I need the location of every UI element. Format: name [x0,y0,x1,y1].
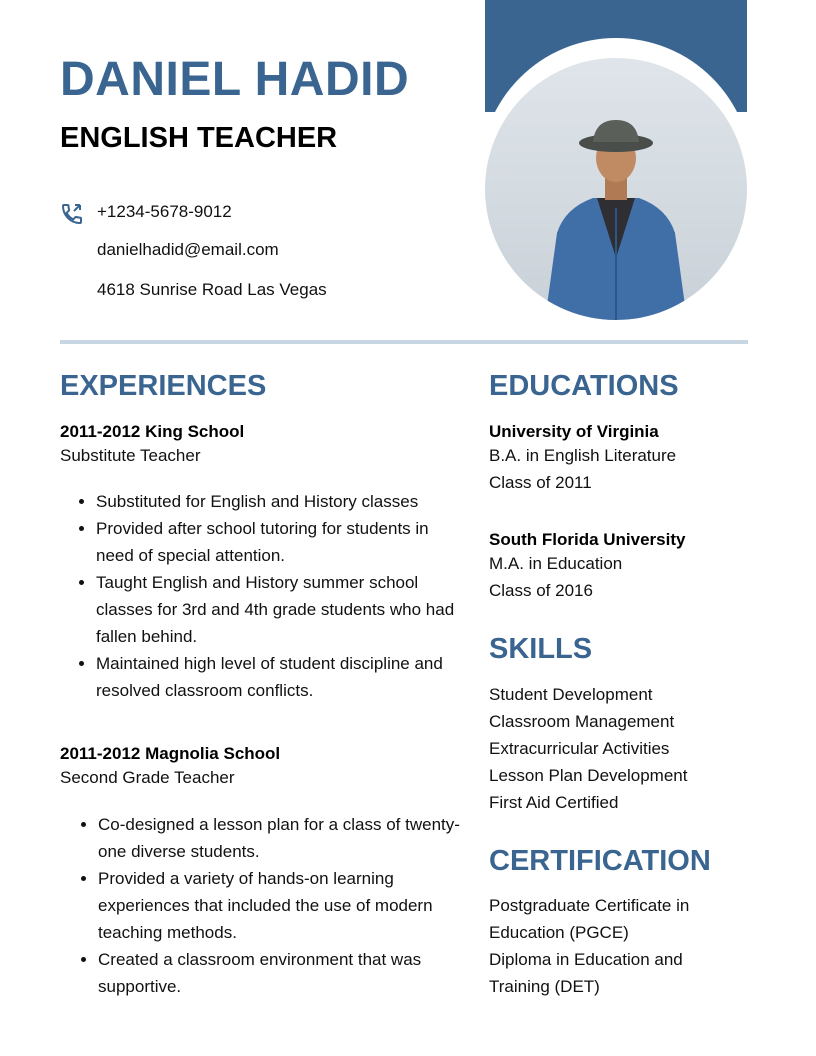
skill-item: Student Development [489,685,653,704]
skill-item: Classroom Management [489,712,675,731]
educations-heading: EDUCATIONS [489,370,679,402]
job-bullets [62,811,476,1000]
skill-item: Extracurricular Activities [489,739,670,758]
list-item: • Created a classroom environment that was supportive. [98,946,476,1000]
skills-list [489,681,749,816]
education-degree: B.A. in English Literature [489,446,677,465]
certification-line: Education (PGCE) [489,923,629,942]
applicant-name: DANIEL HADID [60,53,410,106]
job-role: Second Grade Teacher [60,768,235,787]
list-item: • Co-designed a lesson plan for a class of twenty-one diverse students. [98,811,476,865]
education-item [489,530,749,604]
certification-list [489,892,749,1000]
certification-line: Postgraduate Certificate in [489,896,690,915]
experiences-heading: EXPERIENCES [60,370,267,402]
certification-heading: CERTIFICATION [489,845,711,877]
certification-line: Diploma in Education and [489,950,683,969]
job-role: Substitute Teacher [60,446,201,465]
list-item: • Maintained high level of student discipline and resolved classroom conflicts. [96,650,466,704]
skills-heading: SKILLS [489,633,593,665]
list-item: • Provided after school tutoring for students in need of special attention. [96,515,466,569]
profile-photo [485,58,747,320]
skill-item: Lesson Plan Development [489,766,688,785]
list-item: • Provided a variety of hands-on learning experiences that included the use of modern teaching methods. [98,865,476,946]
contact-address: 4618 Sunrise Road Las Vegas [97,280,327,299]
education-year: Class of 2011 [489,473,592,492]
section-divider [60,340,748,344]
phone-icon [60,202,84,226]
job-period-school: 2011-2012 Magnolia School [60,744,281,763]
contact-phone: +1234-5678-9012 [97,202,232,221]
job-bullets [60,488,466,704]
list-item: • Substituted for English and History classes [96,488,466,515]
list-item: • Taught English and History summer school classes for 3rd and 4th grade students who had fallen behind. [96,569,466,650]
education-school: University of Virginia [489,422,659,441]
certification-line: Training (DET) [489,977,600,996]
education-school: South Florida University [489,530,686,549]
skill-item: First Aid Certified [489,793,619,812]
job-period-school: 2011-2012 King School [60,422,245,441]
job-title: ENGLISH TEACHER [60,122,338,154]
experience-item [60,744,460,791]
education-degree: M.A. in Education [489,554,623,573]
education-item [489,422,749,496]
experience-item [60,422,460,469]
contact-email: danielhadid@email.com [97,240,279,259]
education-year: Class of 2016 [489,581,593,600]
